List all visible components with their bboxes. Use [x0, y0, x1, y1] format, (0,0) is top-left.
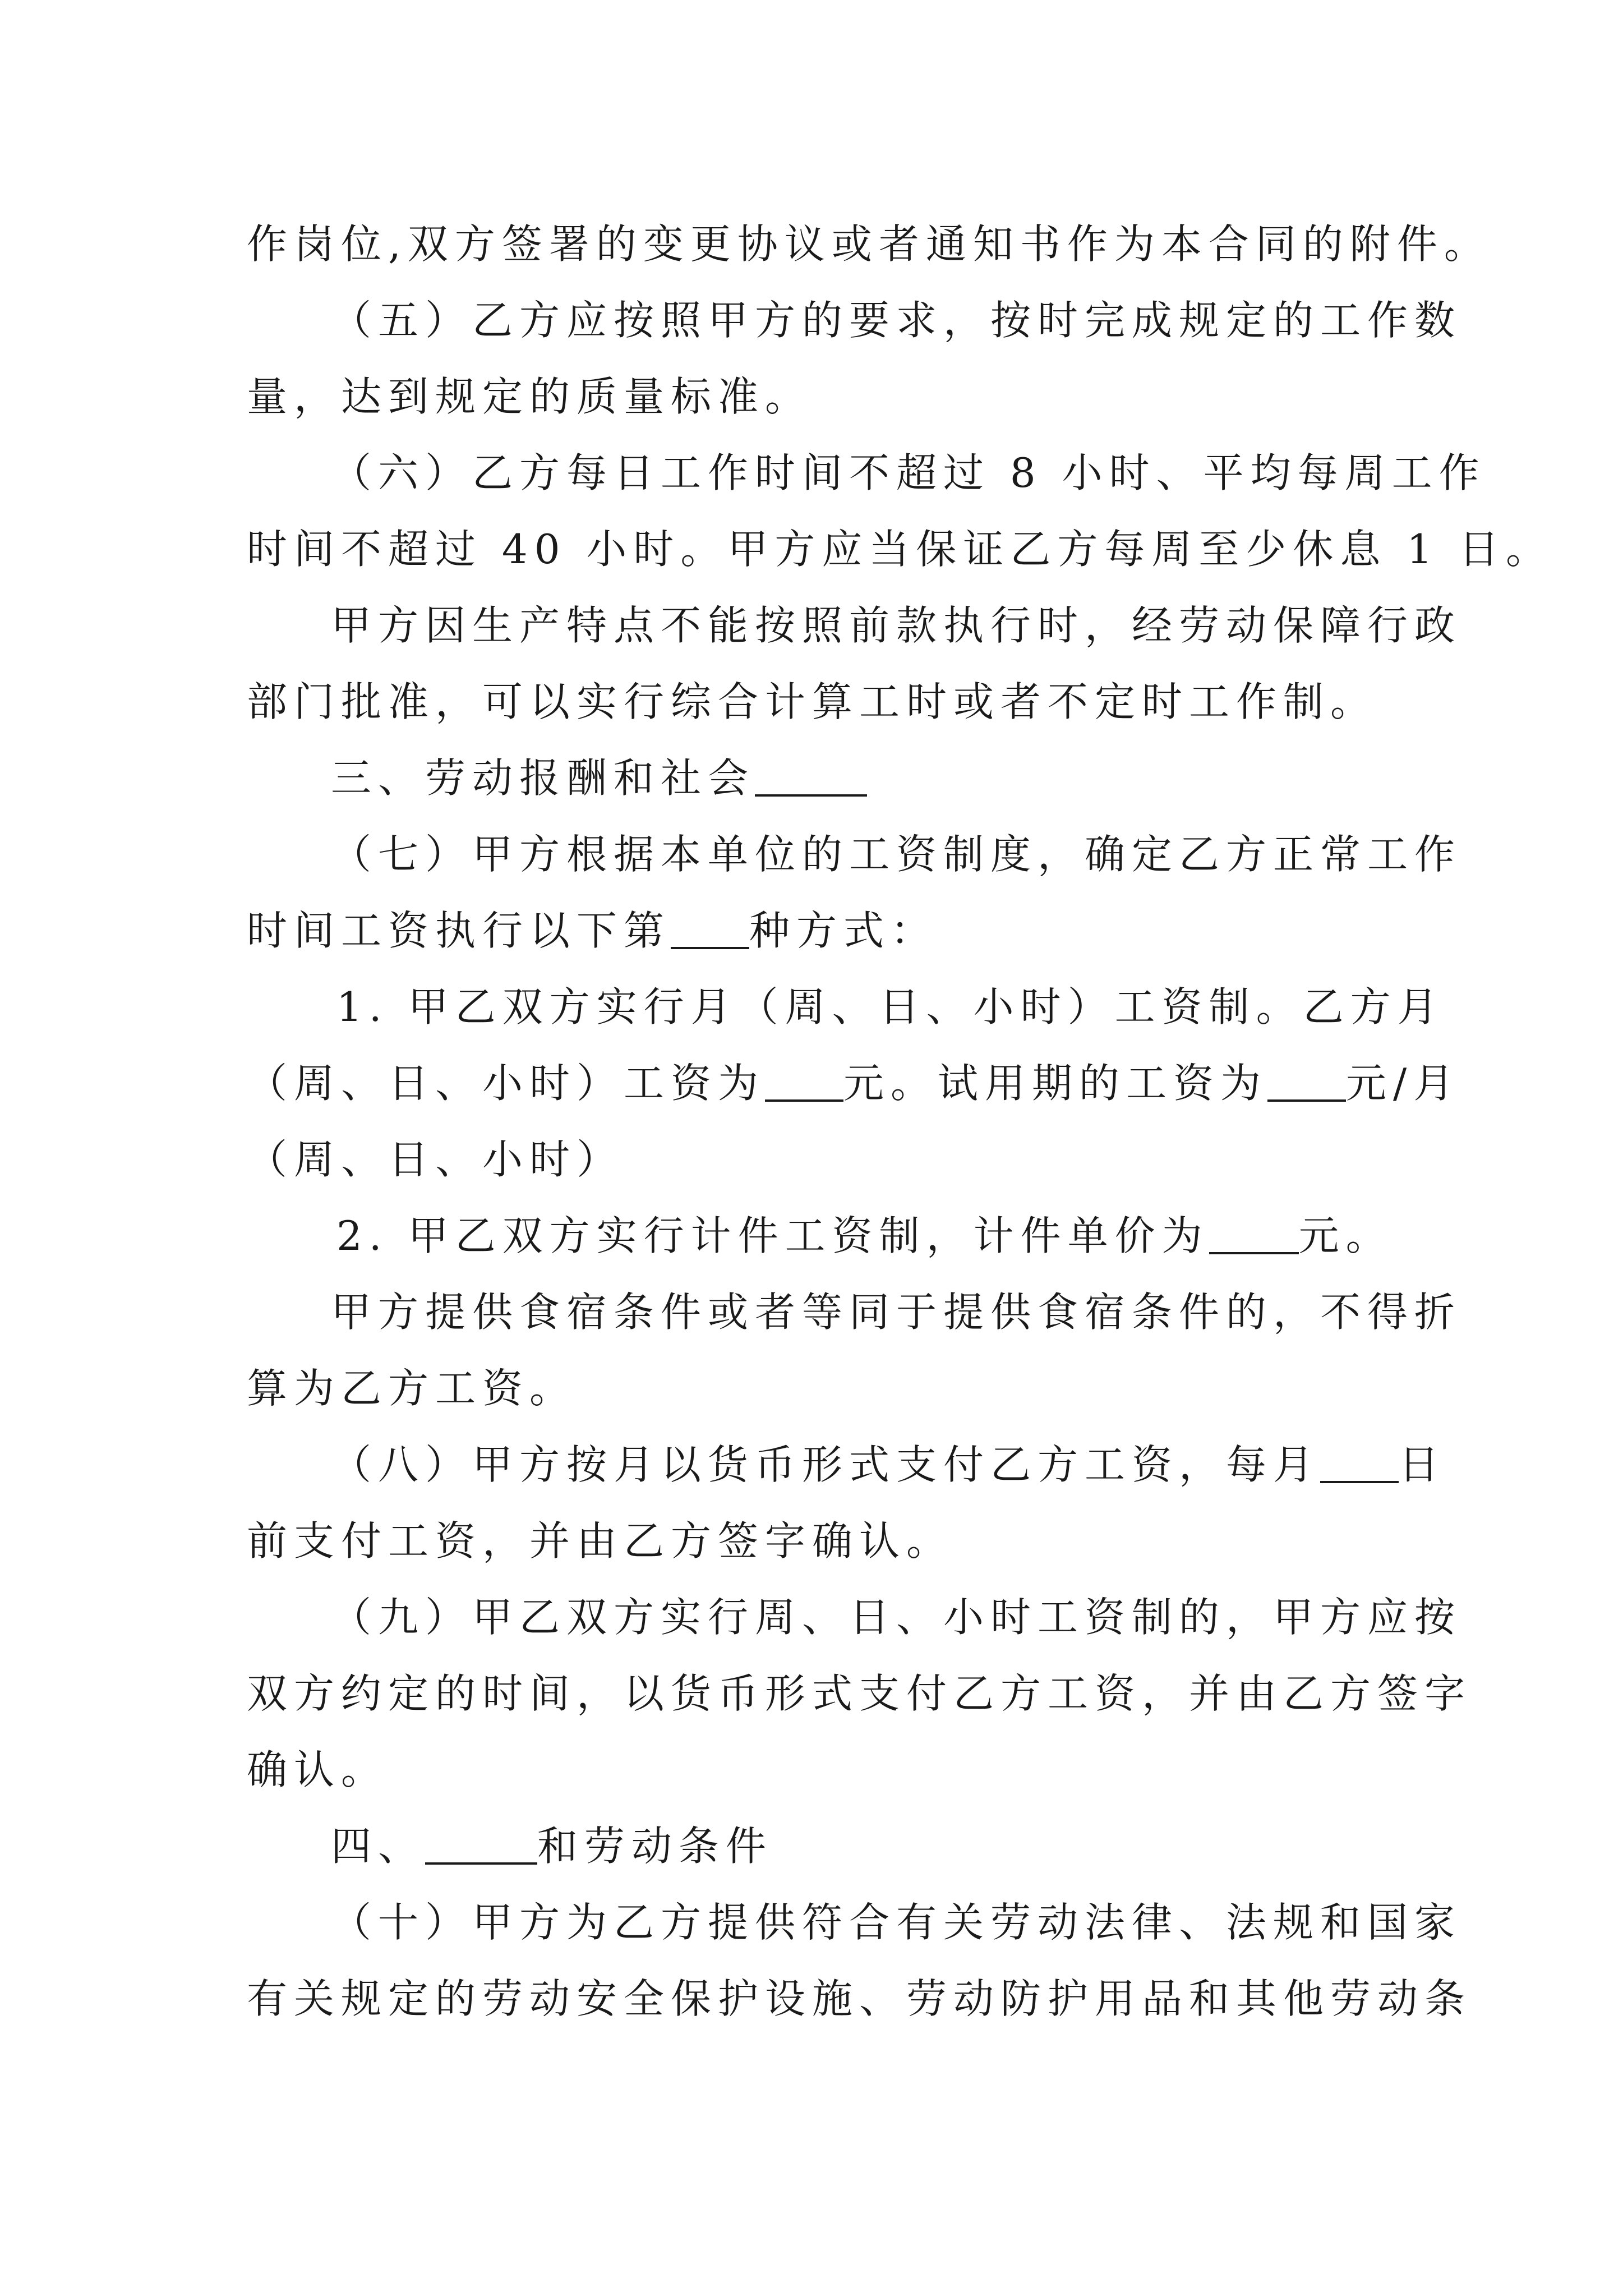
text-line: [0, 210, 1623, 278]
text-line: [0, 1278, 1623, 1346]
text-span: 部门批准，可以实行综合计算工时或者不定时工作制。: [247, 678, 1378, 725]
text-span: 确认。: [247, 1746, 389, 1793]
text-span: 日: [1399, 1441, 1446, 1488]
text-span: 时间工资执行以下第: [247, 907, 671, 954]
fill-in-blank: [1320, 1441, 1399, 1483]
text-line: [0, 516, 1623, 583]
text-span: 元。试用期的工资为: [843, 1060, 1268, 1107]
text-span: （周、日、小时）: [247, 1136, 624, 1183]
text-span: 和劳动条件: [537, 1823, 773, 1870]
text-span: 作岗位,双方签署的变更协议或者通知书作为本合同的附件。: [247, 220, 1491, 268]
text-span: 算为乙方工资。: [247, 1365, 577, 1412]
text-line: [0, 1126, 1623, 1193]
text-span: 量，达到规定的质量标准。: [247, 373, 813, 420]
text-line: [0, 1431, 1623, 1498]
text-line: [0, 1660, 1623, 1727]
text-span: 甲方提供食宿条件或者等同于提供食宿条件的，不得折: [331, 1289, 1462, 1336]
text-line: [0, 1889, 1623, 1956]
text-span: （六）乙方每日工作时间不超过 8 小时、平均每周工作: [331, 449, 1486, 496]
text-span: 双方约定的时间，以货币形式支付乙方工资，并由乙方签字: [247, 1670, 1472, 1717]
text-line: [0, 821, 1623, 888]
text-line: [0, 1355, 1623, 1422]
text-line: [0, 592, 1623, 659]
fill-in-blank: [671, 907, 749, 949]
text-span: （八）甲方按月以货币形式支付乙方工资，每月: [331, 1441, 1321, 1488]
text-span: 有关规定的劳动安全保护设施、劳动防护用品和其他劳动条: [247, 1975, 1472, 2022]
text-line: [0, 287, 1623, 354]
text-span: 前支付工资，并由乙方签字确认。: [247, 1517, 954, 1565]
text-line: [0, 973, 1623, 1041]
text-span: （周、日、小时）工资为: [247, 1060, 766, 1107]
text-span: 2. 甲乙双方实行计件工资制，计件单价为: [336, 1212, 1209, 1259]
text-span: 时间不超过 40 小时。甲方应当保证乙方每周至少休息 1 日。: [247, 526, 1553, 573]
fill-in-blank: [1209, 1212, 1299, 1254]
fill-in-blank: [755, 754, 867, 797]
section-heading-3: [0, 744, 1623, 812]
text-span: 元/月: [1346, 1060, 1461, 1107]
fill-in-blank: [1267, 1059, 1346, 1102]
text-line: [0, 1202, 1623, 1269]
section-heading-4: [0, 1812, 1623, 1880]
text-line: [0, 897, 1623, 964]
text-span: （十）甲方为乙方提供符合有关劳动法律、法规和国家: [331, 1899, 1462, 1946]
text-span: （七）甲方根据本单位的工资制度，确定乙方正常工作: [331, 831, 1462, 878]
text-line: [0, 363, 1623, 430]
text-span: 1. 甲乙双方实行月（周、日、小时）工资制。乙方月: [336, 983, 1445, 1030]
text-span: 甲方因生产特点不能按照前款执行时，经劳动保障行政: [331, 602, 1462, 649]
text-span: 四、: [331, 1823, 426, 1870]
text-line: [0, 1050, 1623, 1117]
text-line: [0, 1965, 1623, 2032]
text-line: [0, 668, 1623, 735]
text-line: [0, 439, 1623, 507]
fill-in-blank: [765, 1059, 843, 1102]
text-line: [0, 1507, 1623, 1575]
text-line: [0, 1736, 1623, 1803]
text-span: 种方式：: [749, 907, 938, 954]
text-line: [0, 1584, 1623, 1651]
text-span: 三、劳动报酬和社会: [331, 754, 755, 802]
fill-in-blank: [425, 1822, 537, 1865]
text-span: （五）乙方应按照甲方的要求，按时完成规定的工作数: [331, 297, 1462, 344]
text-span: 元。: [1298, 1212, 1393, 1259]
text-span: （九）甲乙双方实行周、日、小时工资制的，甲方应按: [331, 1594, 1462, 1641]
